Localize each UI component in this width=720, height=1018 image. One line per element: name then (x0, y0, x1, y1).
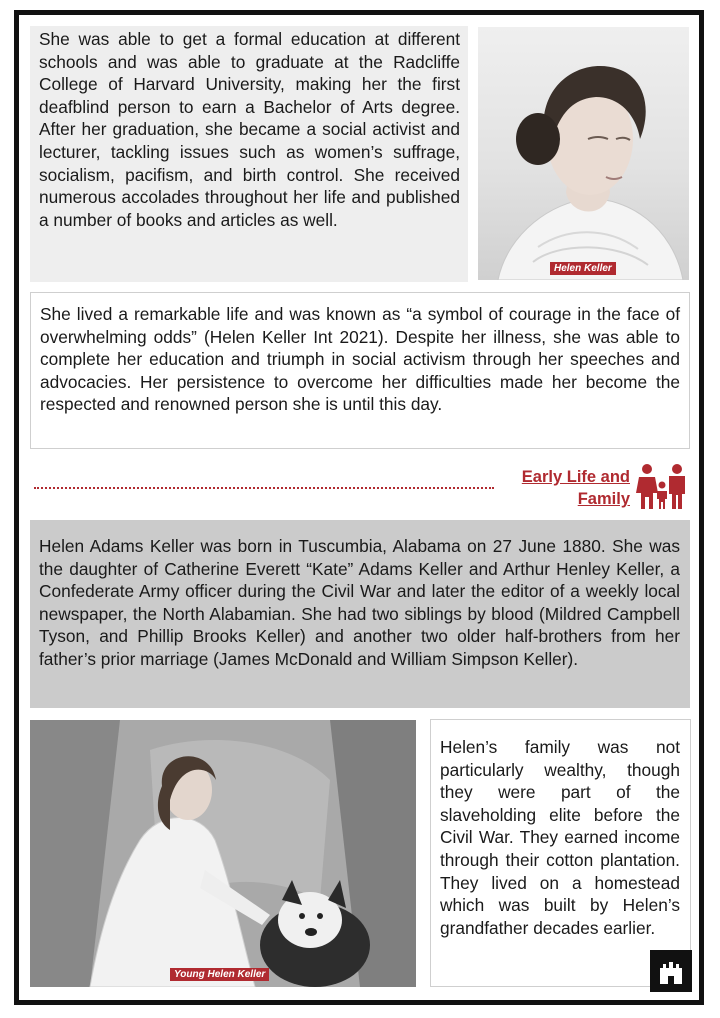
family-icon (636, 463, 688, 509)
early-life-text-box (30, 520, 690, 708)
section-divider (34, 487, 494, 489)
portrait-illustration (478, 27, 689, 280)
portrait-caption: Helen Keller (550, 262, 616, 275)
intro-paragraph: She was able to get a formal education at different schools and was able to graduate at the Radcliffe College of Harvard University, making her the first deafblind person to earn a Bachelor of Arts degree. After her graduation, she became a social activist and lecturer, tackling issues such as women’s suffrage, socialism, pacifism, and birth control. She received numerous accolades throughout her life and published a number of books and articles as well. (39, 29, 460, 230)
section-heading-line2: Family (577, 490, 630, 508)
legacy-text-box (30, 292, 690, 449)
castle-icon (650, 950, 692, 992)
early-life-paragraph: Helen Adams Keller was born in Tuscumbia, Alabama on 27 June 1880. She was the daughter of Catherine Everett “Kate” Adams Keller and Arthur Henley Keller, a Confederate Army officer during the Civil War and later the editor of a weekly local newspaper, the North Alabamian. She had two siblings by blood (Mildred Campbell Tyson, and Phillip Brooks Keller) and another two older half-brothers from her father’s prior marriage (James McDonald and William Simpson Keller). (39, 536, 680, 669)
young-photo-caption: Young Helen Keller (170, 968, 269, 981)
legacy-paragraph: She lived a remarkable life and was known as “a symbol of courage in the face of overwhelming odds” (Helen Keller Int 2021). Despite her illness, she was able to complete her education and triumph in social activism through her speeches and advocacies. Her persistence to overcome her difficulties made her become the respected and renowned person she is until this day. (40, 304, 680, 415)
section-heading (500, 466, 630, 510)
section-heading-line1: Early Life and (521, 468, 630, 486)
young-helen-keller-photo (30, 720, 416, 987)
intro-text-box (30, 26, 468, 282)
helen-keller-portrait (478, 27, 689, 280)
family-text-box (430, 719, 691, 987)
family-paragraph: Helen’s family was not particularly wealthy, though they were part of the slaveholding elite before the Civil War. They earned income through their cotton plantation. They lived on a homestead which was built by Helen’s grandfather decades earlier. (440, 737, 680, 938)
young-photo-illustration (30, 720, 416, 987)
